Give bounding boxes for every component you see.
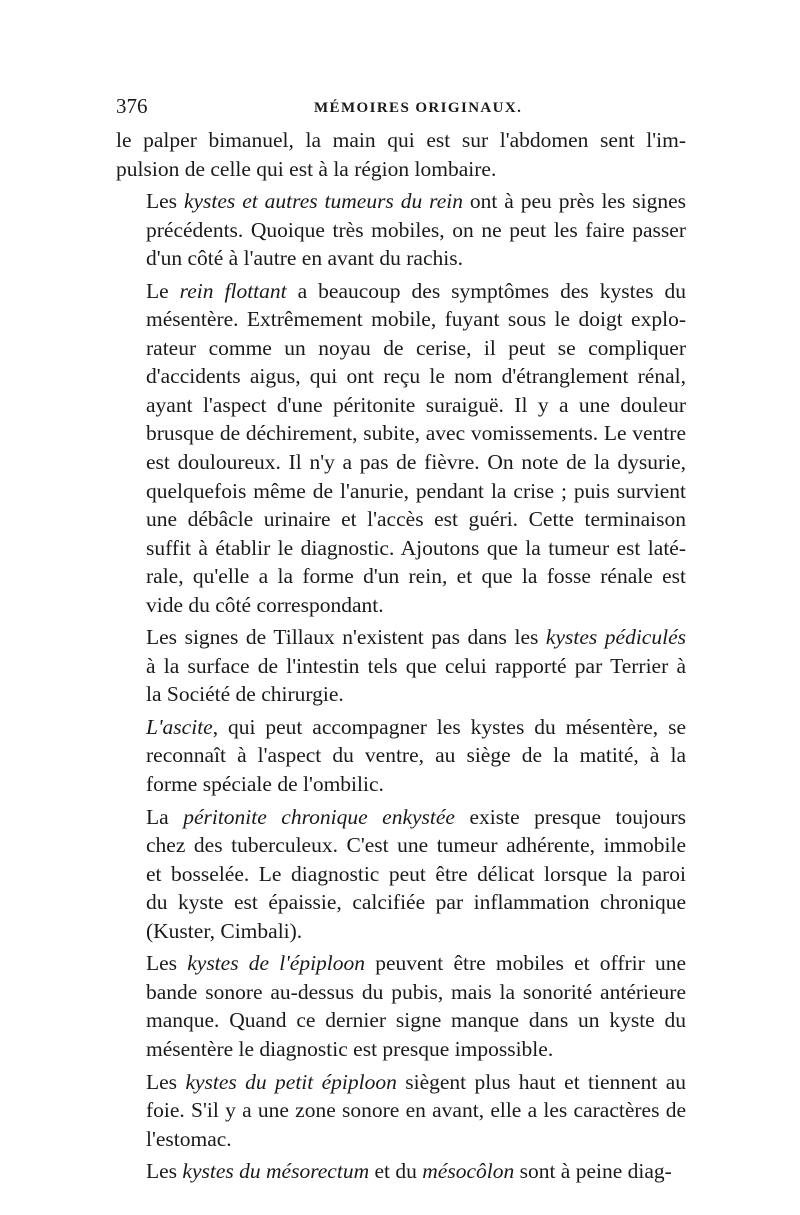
text-line: est douloureux. Il n'y a pas de fièvre. On note de la dysurie, <box>146 450 686 475</box>
text-line: et bosselée. Le diagnostic peut être délicat lorsque la paroi <box>146 861 686 886</box>
paragraph <box>116 623 686 709</box>
paragraph <box>116 1068 686 1154</box>
paragraph <box>116 803 686 946</box>
book-page <box>116 92 686 1186</box>
text-line: une débâcle urinaire et l'accès est guéri. Cette terminaison <box>146 507 686 532</box>
text-line: Le rein flottant a beaucoup des symptômes des kystes du <box>146 278 687 303</box>
paragraph <box>116 949 686 1063</box>
text-line: du kyste est épaissie, calcifiée par inflammation chronique <box>146 890 686 915</box>
text-line: Les kystes du mésorectum et du mésocôlon sont à peine diag- <box>146 1159 672 1184</box>
page-number: 376 <box>116 94 148 118</box>
text-line: brusque de déchirement, subite, avec vomissements. Le ventre <box>146 421 686 446</box>
text-line: précédents. Quoique très mobiles, on ne peut les faire passer <box>146 217 686 242</box>
text-line: Les signes de Tillaux n'existent pas dans les kystes pédiculés <box>146 625 686 650</box>
paragraph <box>116 126 686 183</box>
text-line: mésentère le diagnostic est presque impossible. <box>146 1036 554 1061</box>
page-header <box>116 92 686 126</box>
running-title: MÉMOIRES ORIGINAUX. <box>314 100 523 116</box>
text-line: mésentère. Extrêmement mobile, fuyant sous le doigt explo- <box>146 307 686 332</box>
text-line: rateur comme un noyau de cerise, il peut se compliquer <box>146 335 686 360</box>
text-line: ayant l'aspect d'une péritonite suraiguë. Il y a une douleur <box>146 392 686 417</box>
text-line: pulsion de celle qui est à la région lombaire. <box>116 156 497 181</box>
paragraph <box>116 713 686 799</box>
paragraph <box>116 1157 686 1186</box>
body-text <box>116 126 686 1186</box>
text-line: (Kuster, Cimbali). <box>146 918 303 943</box>
paragraph <box>116 187 686 273</box>
text-line: rale, qu'elle a la forme d'un rein, et que la fosse rénale est <box>146 564 686 589</box>
text-line: d'un côté à l'autre en avant du rachis. <box>146 246 463 271</box>
text-line: vide du côté correspondant. <box>146 592 384 617</box>
text-line: Les kystes et autres tumeurs du rein ont à peu près les signes <box>146 189 687 214</box>
text-line: Les kystes de l'épiploon peuvent être mobiles et offrir une <box>146 951 686 976</box>
text-line: le palper bimanuel, la main qui est sur l'abdomen sent l'im- <box>116 128 686 152</box>
text-line: Les kystes du petit épiploon siègent plus haut et tiennent au <box>146 1069 686 1094</box>
text-line: chez des tuberculeux. C'est une tumeur adhérente, immobile <box>146 833 686 858</box>
text-line: L'ascite, qui peut accompagner les kystes du mésentère, se <box>146 714 686 739</box>
text-line: manque. Quand ce dernier signe manque dans un kyste du <box>146 1008 686 1033</box>
text-line: quelquefois même de l'anurie, pendant la crise ; puis survient <box>146 478 686 503</box>
text-line: la Société de chirurgie. <box>146 682 344 707</box>
text-line: d'accidents aigus, qui ont reçu le nom d'étranglement rénal, <box>146 364 686 389</box>
text-line: foie. S'il y a une zone sonore en avant, elle a les caractères de <box>146 1098 686 1123</box>
text-line: bande sonore au-dessus du pubis, mais la sonorité antérieure <box>146 979 686 1004</box>
text-line: forme spéciale de l'ombilic. <box>146 772 384 797</box>
text-line: La péritonite chronique enkystée existe presque toujours <box>146 804 686 829</box>
text-line: reconnaît à l'aspect du ventre, au siège de la matité, à la <box>146 743 686 768</box>
text-line: à la surface de l'intestin tels que celui rapporté par Terrier à <box>146 653 686 678</box>
text-line: l'estomac. <box>146 1126 232 1151</box>
text-line: suffit à établir le diagnostic. Ajoutons que la tumeur est laté- <box>146 535 686 560</box>
paragraph <box>116 277 686 620</box>
